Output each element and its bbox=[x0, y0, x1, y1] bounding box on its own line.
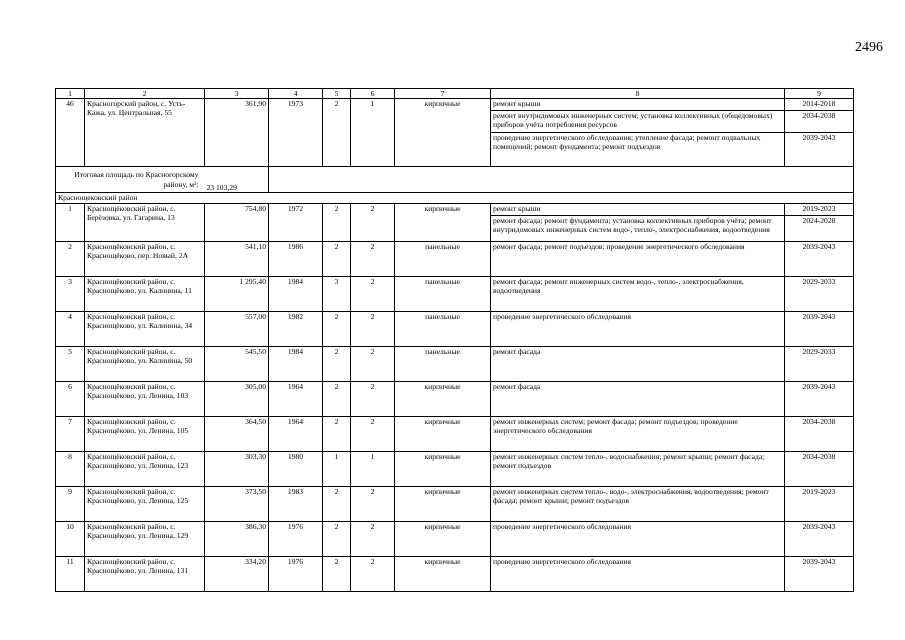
address: Краснощёковский район, с. Краснощёково, ул. Калинина, 50 bbox=[85, 347, 205, 382]
work-period: 2039-2043 bbox=[785, 522, 854, 557]
work-period: 2039-2043 bbox=[785, 242, 854, 277]
area: 541,10 bbox=[205, 242, 269, 277]
year: 1982 bbox=[269, 312, 323, 347]
area: 361,90 bbox=[205, 99, 269, 167]
address: Краснощёковский район, с. Краснощёково, ул. Ленина, 103 bbox=[85, 382, 205, 417]
wall-material: кирпичные bbox=[395, 522, 491, 557]
work-type: проведение энергетического обследования bbox=[491, 312, 785, 347]
column-number: 6 bbox=[351, 89, 395, 99]
year: 1976 bbox=[269, 557, 323, 592]
column-number-row bbox=[56, 89, 854, 99]
row-number: 6 bbox=[56, 382, 85, 417]
work-period: 2029-2033 bbox=[785, 347, 854, 382]
work-type: ремонт инженерных систем тепло-, водоснабжения; ремонт крыши; ремонт фасада; ремонт подъездов bbox=[491, 452, 785, 487]
floors: 1 bbox=[323, 452, 351, 487]
floors: 2 bbox=[323, 242, 351, 277]
work-type: ремонт внутридомовых инженерных систем; установка коллективных (общедомовых) приборов учёта потребления ресурсов bbox=[491, 111, 785, 133]
floors: 2 bbox=[323, 347, 351, 382]
entrances: 1 bbox=[351, 99, 395, 167]
column-number: 4 bbox=[269, 89, 323, 99]
entrances: 2 bbox=[351, 242, 395, 277]
floors: 2 bbox=[323, 522, 351, 557]
row-number: 4 bbox=[56, 312, 85, 347]
wall-material: панельные bbox=[395, 242, 491, 277]
address: Краснощёковский район, с. Краснощёково, ул. Ленина, 131 bbox=[85, 557, 205, 592]
address: Красногорский район, с. Усть-Кажа, ул. Центральная, 55 bbox=[85, 99, 205, 167]
row-number: 7 bbox=[56, 417, 85, 452]
wall-material: панельные bbox=[395, 277, 491, 312]
page-number: 2496 bbox=[855, 40, 883, 55]
work-period: 2039-2043 bbox=[785, 382, 854, 417]
area: 303,30 bbox=[205, 452, 269, 487]
year: 1972 bbox=[269, 204, 323, 242]
row-number: 8 bbox=[56, 452, 85, 487]
entrances: 2 bbox=[351, 417, 395, 452]
entrances: 2 bbox=[351, 487, 395, 522]
wall-material: кирпичные bbox=[395, 99, 491, 167]
work-period: 2034-2038 bbox=[785, 111, 854, 133]
table-row bbox=[56, 99, 854, 111]
floors: 2 bbox=[323, 312, 351, 347]
entrances: 2 bbox=[351, 277, 395, 312]
entrances: 1 bbox=[351, 452, 395, 487]
work-type: ремонт фасада; ремонт фундамента; установка коллективных приборов учёта; ремонт внутридомовых инженерных систем водо-, тепло-, электроснабжения, водоотведения bbox=[491, 216, 785, 242]
table-row bbox=[56, 382, 854, 417]
area: 557,00 bbox=[205, 312, 269, 347]
row-number: 3 bbox=[56, 277, 85, 312]
table-row bbox=[56, 452, 854, 487]
table-row bbox=[56, 487, 854, 522]
year: 1984 bbox=[269, 347, 323, 382]
region-title-row bbox=[56, 193, 854, 204]
entrances: 2 bbox=[351, 204, 395, 242]
work-period: 2039-2043 bbox=[785, 133, 854, 167]
entrances: 2 bbox=[351, 382, 395, 417]
table-row bbox=[56, 417, 854, 452]
work-type: ремонт фасада; ремонт инженерных систем водо-, тепло-, электроснабжения, водоотведения bbox=[491, 277, 785, 312]
year: 1964 bbox=[269, 417, 323, 452]
table-row bbox=[56, 522, 854, 557]
column-number: 3 bbox=[205, 89, 269, 99]
address: Краснощёковский район, с. Берёзовка, ул. Гагарина, 13 bbox=[85, 204, 205, 242]
wall-material: панельные bbox=[395, 312, 491, 347]
work-period: 2039-2043 bbox=[785, 557, 854, 592]
floors: 2 bbox=[323, 487, 351, 522]
year: 1984 bbox=[269, 277, 323, 312]
table-row bbox=[56, 347, 854, 382]
floors: 2 bbox=[323, 204, 351, 242]
work-type: ремонт фасада bbox=[491, 347, 785, 382]
work-period: 2019-2023 bbox=[785, 204, 854, 216]
row-number: 2 bbox=[56, 242, 85, 277]
wall-material: кирпичные bbox=[395, 204, 491, 242]
address: Краснощёковский район, с. Краснощёково, ул. Калинина, 11 bbox=[85, 277, 205, 312]
work-period: 2024-2028 bbox=[785, 216, 854, 242]
entrances: 2 bbox=[351, 312, 395, 347]
address: Краснощёковский район, с. Краснощёково, ул. Ленина, 123 bbox=[85, 452, 205, 487]
wall-material: кирпичные bbox=[395, 382, 491, 417]
year: 1964 bbox=[269, 382, 323, 417]
work-type: проведение энергетического обследования bbox=[491, 557, 785, 592]
column-number: 2 bbox=[85, 89, 205, 99]
address: Краснощёковский район, с. Краснощёково, ул. Ленина, 125 bbox=[85, 487, 205, 522]
wall-material: панельные bbox=[395, 347, 491, 382]
work-period: 2039-2043 bbox=[785, 312, 854, 347]
region-total-row bbox=[56, 167, 854, 193]
floors: 2 bbox=[323, 382, 351, 417]
work-period: 2034-2038 bbox=[785, 452, 854, 487]
area: 754,80 bbox=[205, 204, 269, 242]
area: 386,30 bbox=[205, 522, 269, 557]
wall-material: кирпичные bbox=[395, 487, 491, 522]
region-title: Краснощековский район bbox=[56, 193, 854, 204]
row-number: 9 bbox=[56, 487, 85, 522]
work-type: ремонт фасада bbox=[491, 382, 785, 417]
row-number: 10 bbox=[56, 522, 85, 557]
work-period: 2014-2018 bbox=[785, 99, 854, 111]
address: Краснощёковский район, с. Краснощёково, ул. Ленина, 129 bbox=[85, 522, 205, 557]
column-number: 9 bbox=[785, 89, 854, 99]
work-type: ремонт инженерных систем тепло-, водо-, электроснабжения, водоотведения; ремонт фасада; ремонт крыши; ремонт подъездов bbox=[491, 487, 785, 522]
area: 373,50 bbox=[205, 487, 269, 522]
total-empty bbox=[269, 167, 854, 193]
year: 1983 bbox=[269, 487, 323, 522]
work-period: 2029-2033 bbox=[785, 277, 854, 312]
column-number: 8 bbox=[491, 89, 785, 99]
entrances: 2 bbox=[351, 522, 395, 557]
column-number: 1 bbox=[56, 89, 85, 99]
wall-material: кирпичные bbox=[395, 557, 491, 592]
row-number: 1 bbox=[56, 204, 85, 242]
repair-schedule-table bbox=[55, 88, 854, 592]
floors: 3 bbox=[323, 277, 351, 312]
work-type: ремонт фасада; ремонт подъездов; проведение энергетического обследования bbox=[491, 242, 785, 277]
wall-material: кирпичные bbox=[395, 452, 491, 487]
floors: 2 bbox=[323, 417, 351, 452]
column-number: 7 bbox=[395, 89, 491, 99]
row-number: 11 bbox=[56, 557, 85, 592]
row-number: 5 bbox=[56, 347, 85, 382]
table-row bbox=[56, 204, 854, 216]
floors: 2 bbox=[323, 557, 351, 592]
address: Краснощёковский район, с. Краснощёково, пер. Новый, 2А bbox=[85, 242, 205, 277]
total-value: 23 103,29 bbox=[205, 167, 269, 193]
work-period: 2019-2023 bbox=[785, 487, 854, 522]
entrances: 2 bbox=[351, 557, 395, 592]
work-type: проведение энергетического обследования bbox=[491, 522, 785, 557]
area: 364,50 bbox=[205, 417, 269, 452]
total-label: Итоговая площадь по Красногорскому району, м²: bbox=[56, 167, 205, 193]
table-row bbox=[56, 312, 854, 347]
area: 305,00 bbox=[205, 382, 269, 417]
area: 545,50 bbox=[205, 347, 269, 382]
floors: 2 bbox=[323, 99, 351, 167]
work-period: 2034-2038 bbox=[785, 417, 854, 452]
table-row bbox=[56, 242, 854, 277]
address: Краснощёковский район, с. Краснощёково, ул. Ленина, 105 bbox=[85, 417, 205, 452]
work-type: ремонт крыши bbox=[491, 99, 785, 111]
year: 1986 bbox=[269, 242, 323, 277]
wall-material: кирпичные bbox=[395, 417, 491, 452]
address: Краснощёковский район, с. Краснощёково, ул. Калинина, 34 bbox=[85, 312, 205, 347]
work-type: ремонт крыши bbox=[491, 204, 785, 216]
entrances: 2 bbox=[351, 347, 395, 382]
area: 334,20 bbox=[205, 557, 269, 592]
year: 1973 bbox=[269, 99, 323, 167]
work-type: проведение энергетического обследования; утепление фасада; ремонт подвальных помещений; ремонт фундамента; ремонт подъездов bbox=[491, 133, 785, 167]
area: 1 295,40 bbox=[205, 277, 269, 312]
table-row bbox=[56, 557, 854, 592]
work-type: ремонт инженерных систем; ремонт фасада; ремонт подъездов; проведение энергетического обследования bbox=[491, 417, 785, 452]
year: 1980 bbox=[269, 452, 323, 487]
row-number: 46 bbox=[56, 99, 85, 167]
column-number: 5 bbox=[323, 89, 351, 99]
year: 1976 bbox=[269, 522, 323, 557]
table-row bbox=[56, 277, 854, 312]
